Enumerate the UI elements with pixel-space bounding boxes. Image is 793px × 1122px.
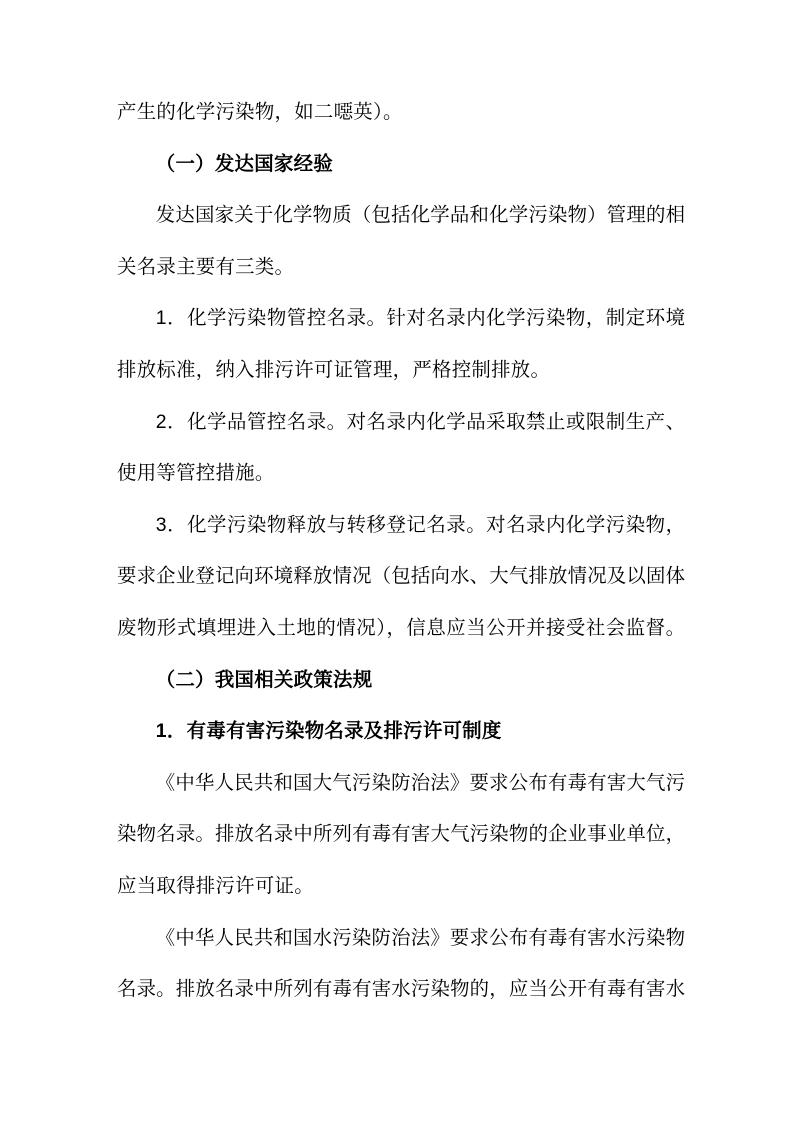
body-line: 《中华人民共和国水污染防治法》要求公布有毒有害水污染物 [155, 926, 685, 949]
body-line: 关名录主要有三类。 [117, 255, 295, 278]
sub-heading-1: 1．有毒有害污染物名录及排污许可制度 [155, 720, 502, 743]
body-line: 产生的化学污染物，如二噁英）。 [117, 101, 403, 123]
body-line: 排放标准，纳入排污许可证管理，严格控制排放。 [117, 358, 551, 381]
body-line: 名录。排放名录中所列有毒有害水污染物的，应当公开有毒有害水 [117, 978, 685, 1001]
body-line: 2．化学品管控名录。对名录内化学品采取禁止或限制生产、 [155, 410, 685, 433]
body-line: 《中华人民共和国大气污染防治法》要求公布有毒有害大气污 [155, 771, 685, 794]
body-line: 3．化学污染物释放与转移登记名录。对名录内化学污染物， [155, 513, 685, 536]
body-line: 应当取得排污许可证。 [117, 874, 314, 897]
body-line: 使用等管控措施。 [117, 462, 275, 485]
section-heading-1: （一）发达国家经验 [155, 152, 334, 175]
document-content [117, 87, 685, 1016]
body-line: 发达国家关于化学物质（包括化学品和化学污染物）管理的相 [155, 204, 685, 227]
body-line: 要求企业登记向环境释放情况（包括向水、大气排放情况及以固体 [117, 565, 685, 588]
body-line: 废物形式填埋进入土地的情况），信息应当公开并接受社会监督。 [117, 616, 685, 639]
section-heading-2: （二）我国相关政策法规 [155, 668, 373, 691]
body-line: 1．化学污染物管控名录。针对名录内化学污染物，制定环境 [155, 307, 685, 330]
body-line: 染物名录。排放名录中所列有毒有害大气污染物的企业事业单位， [117, 823, 685, 846]
